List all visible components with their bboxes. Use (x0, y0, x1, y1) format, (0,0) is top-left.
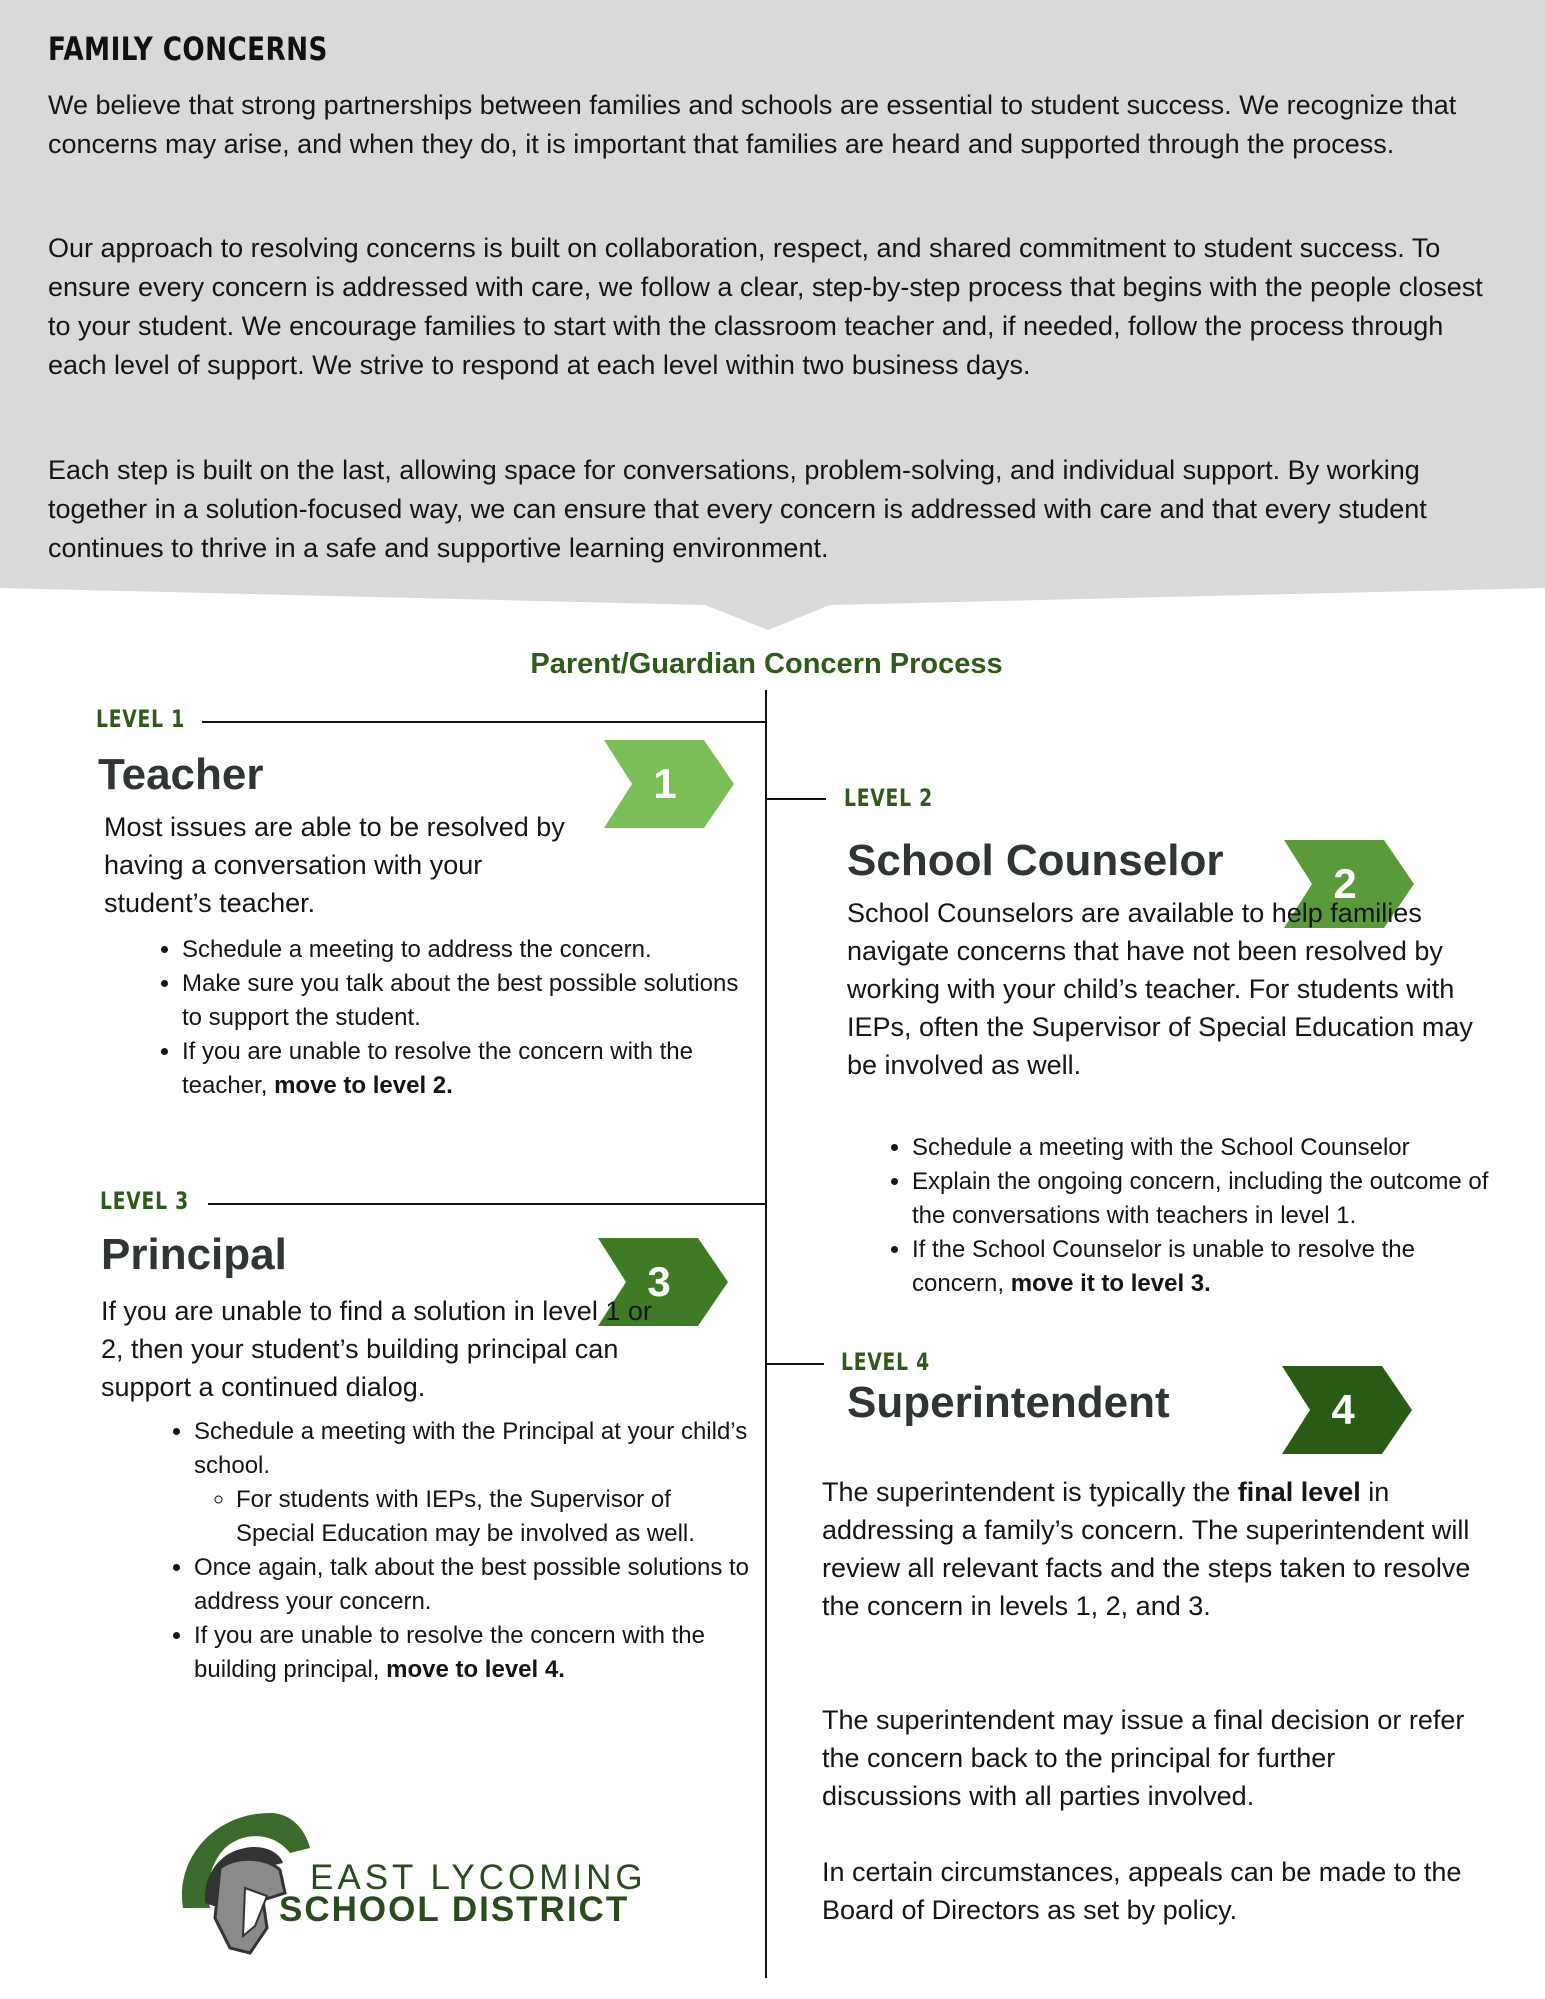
list-item: • If the School Counselor is unable to resolve the concern, move it to level 3. (912, 1233, 1512, 1301)
next-step-emphasis: move it to level 3. (1010, 1270, 1211, 1297)
step-number: 1 (653, 760, 677, 807)
level-label: LEVEL 3 (100, 1187, 189, 1215)
level-steps-list (146, 933, 752, 1103)
level-label: LEVEL 1 (96, 705, 185, 733)
intro-paragraph: Our approach to resolving concerns is built on collaboration, respect, and shared commitment to student success. To ensure every concern is addressed with care, we follow a clear, step-by-step process that begins with the people closest to your student. We encourage families to start with the classroom teacher and, if needed, follow the process through each level of support. We strive to respond at each level within two business days. (48, 233, 1483, 380)
list-item: • Explain the ongoing concern, including the outcome of the conversations with teachers in level 1. (912, 1165, 1512, 1233)
district-logo (175, 1808, 645, 1958)
page-title: FAMILY CONCERNS (48, 30, 328, 68)
intro-paragraph: Each step is built on the last, allowing space for conversations, problem-solving, and individual support. By working together in a solution-focused way, we can ensure that every concern is addressed with care and that every student continues to thrive in a safe and supportive learning environment. (48, 455, 1427, 563)
timeline-vertical-line (765, 690, 767, 1978)
sub-list-item: ◦ For students with IEPs, the Supervisor of Special Education may be involved as well. (236, 1483, 754, 1551)
level-description: School Counselors are available to help families navigate concerns that have not been resolved by working with your child’s teacher. For students with IEPs, often the Supervisor of Special Education may be involved as well. (847, 898, 1473, 1080)
next-step-emphasis: move to level 4. (386, 1656, 565, 1683)
final-level-emphasis: final level (1237, 1477, 1361, 1507)
level-paragraph: In certain circumstances, appeals can be made to the Board of Directors as set by policy. (822, 1857, 1462, 1925)
level-4-connector (766, 1363, 824, 1365)
level-description: If you are unable to find a solution in level 1 or 2, then your student’s building principal can support a continued dialog. (101, 1296, 652, 1402)
role-title: Superintendent (847, 1378, 1170, 1427)
list-item: • Schedule a meeting with the Principal at your child’s school. ◦ For students with IEPs, the Supervisor of Special Education may be involved as well. (194, 1415, 754, 1551)
list-item: • Schedule a meeting with the School Counselor (912, 1131, 1512, 1165)
process-title: Parent/Guardian Concern Process (530, 648, 1003, 680)
level-1-connector (202, 721, 766, 723)
list-item: • If you are unable to resolve the concern with the teacher, move to level 2. (182, 1035, 752, 1103)
step-number: 4 (1331, 1386, 1355, 1433)
level-description: The superintendent is typically the final level in addressing a family’s concern. The superintendent will review all relevant facts and the steps taken to resolve the concern in levels 1, 2, and 3. (822, 1477, 1471, 1621)
level-description: Most issues are able to be resolved by having a conversation with your student’s teacher. (104, 812, 565, 918)
list-item: • Once again, talk about the best possible solutions to address your concern. (194, 1551, 754, 1619)
logo-text-line2: SCHOOL DISTRICT (279, 1890, 630, 1929)
list-item: • Schedule a meeting to address the concern. (182, 933, 752, 967)
level-steps-list (158, 1415, 754, 1687)
level-paragraph: The superintendent may issue a final decision or refer the concern back to the principal for further discussions with all parties involved. (822, 1705, 1465, 1811)
step-chevron-4 (1282, 1366, 1412, 1454)
level-label: LEVEL 4 (841, 1348, 930, 1376)
sub-list (194, 1483, 754, 1551)
role-title: School Counselor (847, 836, 1224, 885)
step-number: 2 (1333, 860, 1357, 907)
level-steps-list (876, 1131, 1512, 1301)
role-title: Teacher (98, 750, 264, 799)
level-label: LEVEL 2 (844, 784, 933, 812)
list-item: • Make sure you talk about the best possible solutions to support the student. (182, 967, 752, 1035)
level-2-connector (766, 798, 826, 800)
step-number: 3 (647, 1258, 671, 1305)
logo-text-line1: EAST LYCOMING (310, 1858, 647, 1897)
spartan-helmet-icon (175, 1808, 315, 1958)
intro-paragraph: We believe that strong partnerships between families and schools are essential to student success. We recognize that concerns may arise, and when they do, it is important that families are heard and supported through the process. (48, 90, 1457, 159)
next-step-emphasis: move to level 2. (274, 1072, 453, 1099)
step-chevron-1 (604, 740, 734, 828)
list-item: • If you are unable to resolve the concern with the building principal, move to level 4. (194, 1619, 754, 1687)
level-3-connector (208, 1203, 766, 1205)
role-title: Principal (101, 1230, 287, 1279)
